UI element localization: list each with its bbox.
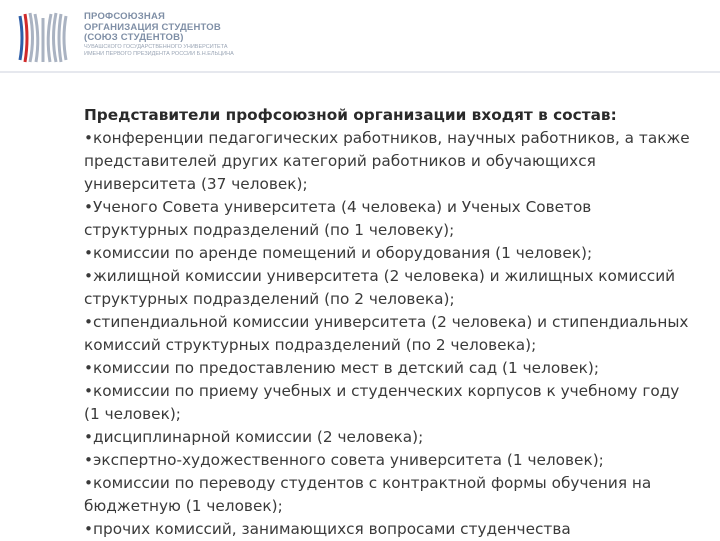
header-divider <box>0 71 720 73</box>
list-item: •жилищной комиссии университета (2 человека) и жилищных комиссий структурных подразделений (по 2 человека); <box>84 267 676 308</box>
list-item: •дисциплинарной комиссии (2 человека); <box>84 428 424 446</box>
list-item: •Ученого Совета университета (4 человека) и Ученых Советов структурных подразделений (по 1 человеку); <box>84 198 592 239</box>
book-logo-icon <box>14 8 72 64</box>
header <box>0 0 720 72</box>
list-item: •комиссии по переводу студентов с контрактной формы обучения на бюджетную (1 человек); <box>84 474 652 515</box>
list-item: •прочих комиссий, занимающихся вопросами студенчества <box>84 520 571 538</box>
list-item: •стипендиальной комиссии университета (2 человека) и стипендиальных комиссий структурных подразделений (по 2 человека); <box>84 313 689 354</box>
org-name-line-1: ПРОФСОЮЗНАЯ <box>84 11 166 22</box>
list-item: •комиссии по приему учебных и студенческих корпусов к учебному году (1 человек); <box>84 382 680 423</box>
list-item: •экспертно-художественного совета университета (1 человек); <box>84 451 604 469</box>
org-name-line-3: (СОЮЗ СТУДЕНТОВ) <box>84 32 184 43</box>
org-name-line-2: ОРГАНИЗАЦИЯ СТУДЕНТОВ <box>84 21 221 33</box>
main-content <box>84 104 696 541</box>
list-item: •комиссии по предоставлению мест в детский сад (1 человек); <box>84 359 599 377</box>
org-subtitle-line-2: ИМЕНИ ПЕРВОГО ПРЕЗИДЕНТА РОССИИ Б.Н.ЕЛЬЦИНА <box>84 50 234 57</box>
page-title: Представители профсоюзной организации входят в состав: <box>84 106 617 124</box>
org-name <box>84 12 234 58</box>
org-subtitle-line-1: ЧУВАШСКОГО ГОСУДАРСТВЕННОГО УНИВЕРСИТЕТА <box>84 43 228 50</box>
list-item: •конференции педагогических работников, научных работников, а также представителей других категорий работников и обучающихся университета (37 человек); <box>84 129 690 193</box>
list-item: •комиссии по аренде помещений и оборудования (1 человек); <box>84 244 593 262</box>
